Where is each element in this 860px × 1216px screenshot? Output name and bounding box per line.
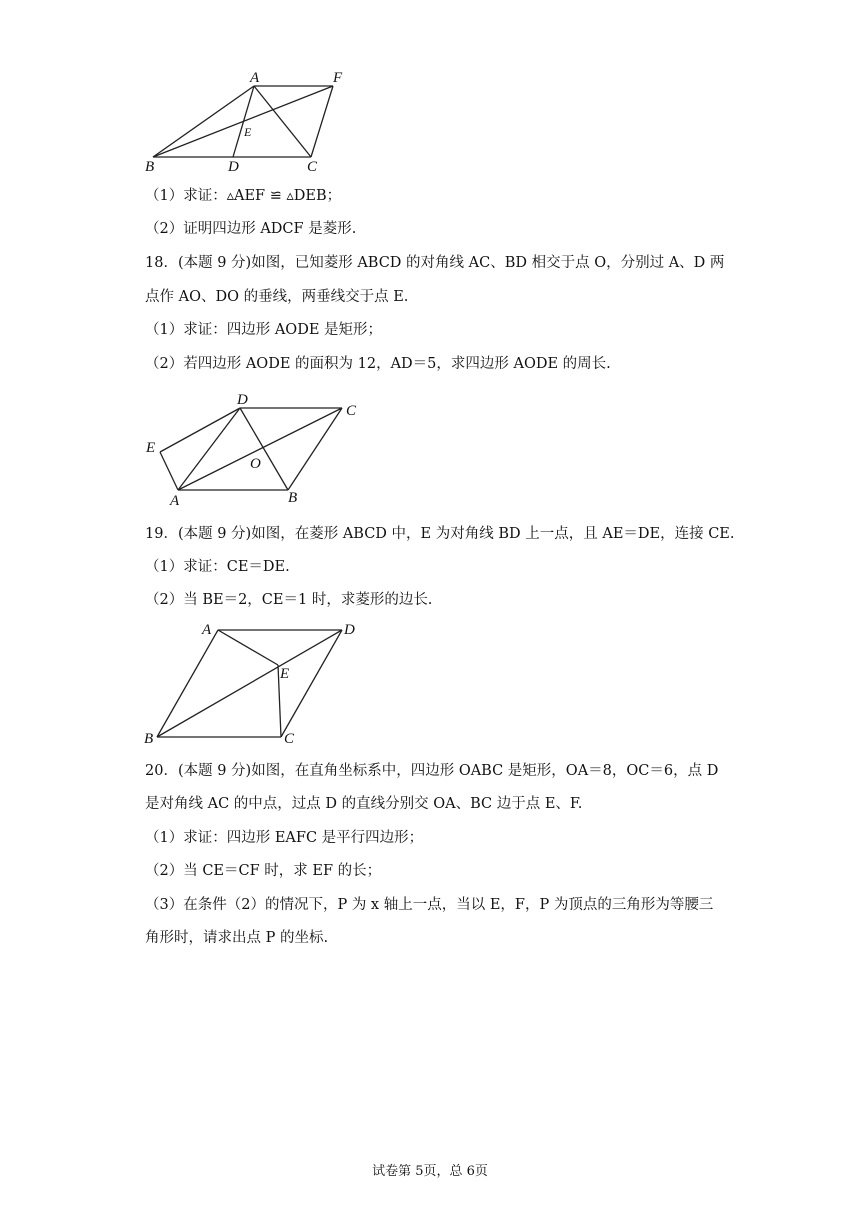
q18-part1: （1）求证：四边形 AODE 是矩形； bbox=[145, 322, 383, 338]
q18-part2: （2）若四边形 AODE 的面积为 12，AD＝5，求四边形 AODE 的周长. bbox=[145, 356, 611, 372]
label-E: E bbox=[244, 125, 252, 139]
label-C: C bbox=[346, 403, 357, 419]
figure-q19-rhombus bbox=[140, 620, 380, 750]
label-A: A bbox=[170, 493, 180, 509]
q20-text-line1: 20．(本题 9 分)如图，在直角坐标系中，四边形 OABC 是矩形，OA＝8，OC＝6，点 D bbox=[145, 763, 719, 779]
label-E: E bbox=[280, 666, 290, 682]
figure-q17-parallelogram bbox=[140, 66, 360, 176]
label-D: D bbox=[228, 159, 239, 175]
q20-part1: （1）求证：四边形 EAFC 是平行四边形； bbox=[145, 830, 424, 846]
label-B: B bbox=[144, 731, 154, 747]
q20-part4: 角形时，请求出点 P 的坐标. bbox=[145, 930, 329, 946]
q17-part1: （1）求证：▵AEF ≌ ▵DEB； bbox=[145, 188, 342, 204]
label-C: C bbox=[307, 159, 318, 175]
label-D: D bbox=[344, 622, 355, 638]
label-B: B bbox=[145, 159, 155, 175]
page-footer: 试卷第 5页，总 6页 bbox=[372, 1164, 488, 1179]
q20-text-line2: 是对角线 AC 的中点，过点 D 的直线分别交 OA、BC 边于点 E、F. bbox=[145, 796, 583, 812]
label-B: B bbox=[288, 490, 298, 506]
label-A: A bbox=[202, 622, 212, 638]
q20-part2: （2）当 CE＝CF 时，求 EF 的长； bbox=[145, 863, 382, 879]
label-C: C bbox=[284, 731, 295, 747]
label-E: E bbox=[146, 440, 156, 456]
label-A: A bbox=[250, 70, 260, 86]
q18-text-line2: 点作 AO、DO 的垂线，两垂线交于点 E. bbox=[145, 289, 409, 305]
q19-part2: （2）当 BE＝2，CE＝1 时，求菱形的边长. bbox=[145, 592, 433, 608]
q19-part1: （1）求证：CE＝DE. bbox=[145, 559, 290, 575]
q18-text-line1: 18．(本题 9 分)如图，已知菱形 ABCD 的对角线 AC、BD 相交于点 O，分别过 A、D 两 bbox=[145, 255, 725, 271]
label-F: F bbox=[333, 70, 343, 86]
q17-part2: （2）证明四边形 ADCF 是菱形. bbox=[145, 221, 357, 237]
label-D: D bbox=[237, 392, 248, 408]
q19-text-line1: 19．(本题 9 分)如图，在菱形 ABCD 中，E 为对角线 BD 上一点，且 AE＝DE，连接 CE. bbox=[145, 526, 735, 542]
label-O: O bbox=[250, 456, 261, 472]
q20-part3: （3）在条件（2）的情况下，P 为 x 轴上一点，当以 E，F，P 为顶点的三角形为等腰三 bbox=[145, 897, 714, 913]
figure-q18-rhombus bbox=[140, 390, 380, 510]
